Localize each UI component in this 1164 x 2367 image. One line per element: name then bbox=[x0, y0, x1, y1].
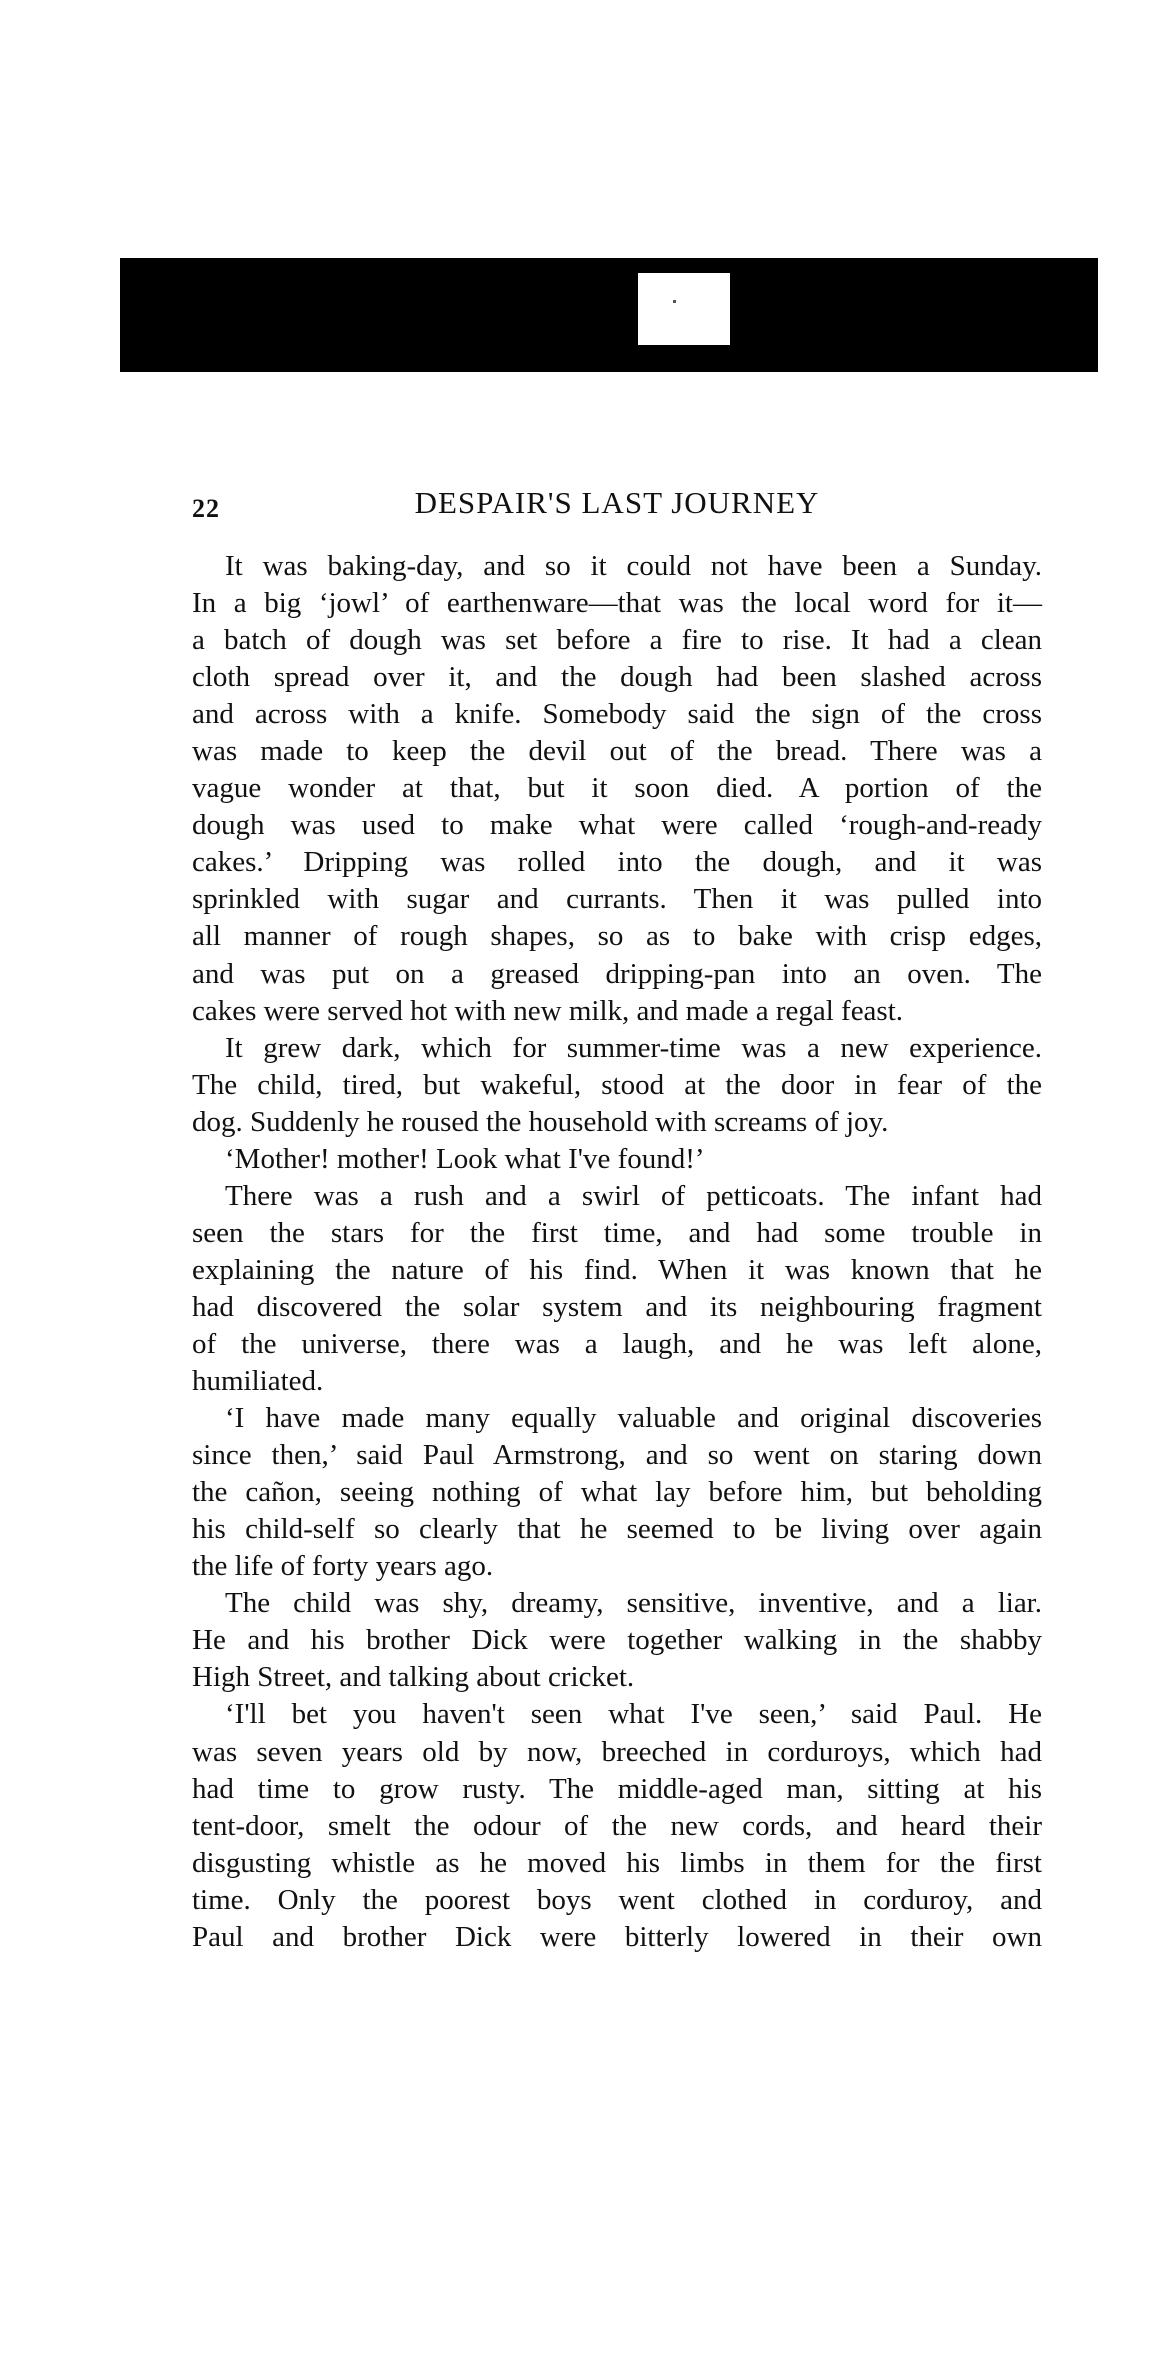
text-line: The child, tired, but wakeful, stood at the door in fear of the bbox=[192, 1068, 1042, 1101]
running-title: DESPAIR'S LAST JOURNEY bbox=[414, 485, 820, 520]
scan-artifact-bar bbox=[120, 258, 1098, 372]
scan-artifact-speck bbox=[673, 300, 676, 303]
text-line: vague wonder at that, but it soon died. A portion of the bbox=[192, 772, 1042, 805]
text-line: and was put on a greased dripping-pan into an oven. The bbox=[192, 957, 1042, 990]
text-line: It was baking-day, and so it could not have been a Sunday. bbox=[225, 550, 1042, 582]
text-line: There was a rush and a swirl of petticoats. The infant had bbox=[225, 1179, 1042, 1212]
text-line: explaining the nature of his find. When it was known that he bbox=[192, 1253, 1042, 1286]
text-line: ‘Mother! mother! Look what I've found!’ bbox=[225, 1142, 705, 1175]
text-line: Paul and brother Dick were bitterly lowered in their own bbox=[192, 1920, 1042, 1953]
text-line: He and his brother Dick were together walking in the shabby bbox=[192, 1624, 1042, 1657]
text-line: had discovered the solar system and its neighbouring fragment bbox=[192, 1290, 1042, 1323]
text-line: had time to grow rusty. The middle-aged man, sitting at his bbox=[192, 1772, 1042, 1805]
text-line: was seven years old by now, breeched in corduroys, which had bbox=[192, 1735, 1042, 1768]
text-line: a batch of dough was set before a fire to rise. It had a clean bbox=[192, 624, 1042, 657]
text-line: cakes were served hot with new milk, and made a regal feast. bbox=[192, 994, 904, 1027]
text-line: In a big ‘jowl’ of earthenware—that was the local word for it— bbox=[192, 587, 1042, 620]
text-line: the cañon, seeing nothing of what lay before him, but beholding bbox=[192, 1476, 1042, 1509]
text-line: tent-door, smelt the odour of the new cords, and heard their bbox=[192, 1809, 1042, 1842]
text-line: dough was used to make what were called ‘rough-and-ready bbox=[192, 809, 1042, 842]
text-line: ‘I'll bet you haven't seen what I've seen,’ said Paul. He bbox=[225, 1698, 1042, 1731]
text-line: cloth spread over it, and the dough had been slashed across bbox=[192, 661, 1042, 694]
text-line: and across with a knife. Somebody said the sign of the cross bbox=[192, 698, 1042, 731]
text-line: dog. Suddenly he roused the household with screams of joy. bbox=[192, 1105, 889, 1138]
text-line: disgusting whistle as he moved his limbs in them for the first bbox=[192, 1846, 1042, 1879]
text-line: ‘I have made many equally valuable and original discoveries bbox=[225, 1402, 1042, 1435]
body-text bbox=[192, 548, 1042, 1956]
text-line: High Street, and talking about cricket. bbox=[192, 1661, 635, 1694]
text-line: time. Only the poorest boys went clothed in corduroy, and bbox=[192, 1883, 1042, 1916]
scan-artifact-window bbox=[638, 273, 730, 345]
text-line: The child was shy, dreamy, sensitive, inventive, and a liar. bbox=[225, 1587, 1042, 1620]
text-line: was made to keep the devil out of the bread. There was a bbox=[192, 735, 1042, 768]
text-line: seen the stars for the first time, and had some trouble in bbox=[192, 1216, 1042, 1249]
scan-artifact-notch bbox=[532, 258, 538, 310]
text-line: humiliated. bbox=[192, 1365, 324, 1398]
text-line: the life of forty years ago. bbox=[192, 1550, 494, 1583]
text-line: since then,’ said Paul Armstrong, and so went on staring down bbox=[192, 1439, 1042, 1472]
page-number: 22 bbox=[192, 494, 220, 523]
text-line: It grew dark, which for summer-time was a new experience. bbox=[225, 1031, 1042, 1064]
text-line: cakes.’ Dripping was rolled into the dough, and it was bbox=[192, 846, 1042, 879]
text-line: of the universe, there was a laugh, and he was left alone, bbox=[192, 1327, 1042, 1360]
text-line: sprinkled with sugar and currants. Then it was pulled into bbox=[192, 883, 1042, 916]
text-line: all manner of rough shapes, so as to bake with crisp edges, bbox=[192, 920, 1042, 953]
text-line: his child-self so clearly that he seemed to be living over again bbox=[192, 1513, 1042, 1546]
